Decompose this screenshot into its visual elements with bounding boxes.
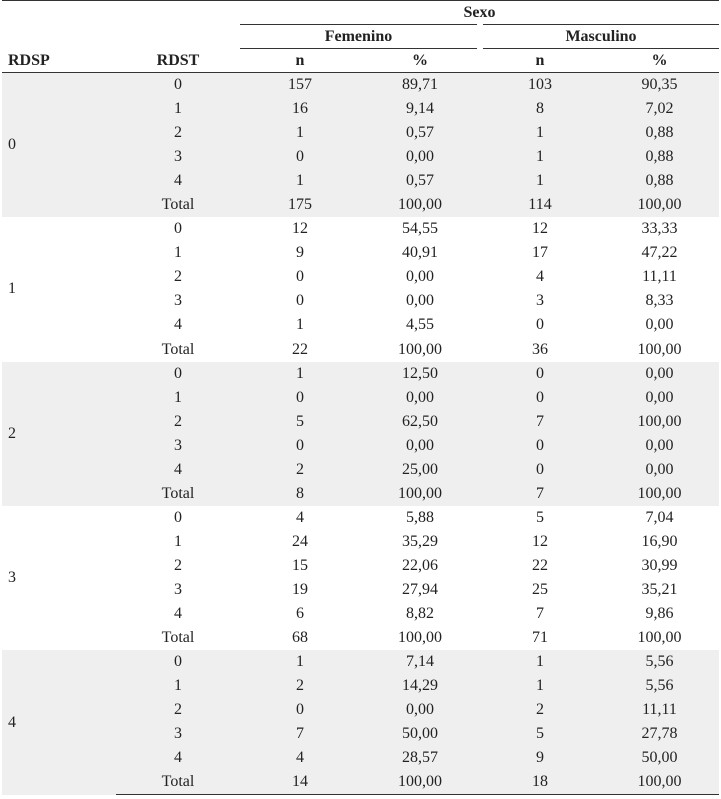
rdsp-group-label: 4	[2, 650, 116, 795]
pct-femenino-cell: 100,00	[360, 482, 480, 506]
n-femenino-cell: 2	[240, 458, 360, 482]
n-masculino-cell: 9	[480, 746, 600, 770]
rdst-cell: Total	[116, 482, 240, 506]
pct-femenino-cell: 12,50	[360, 362, 480, 386]
n-masculino-cell: 5	[536, 508, 544, 526]
rdst-cell: Total	[116, 193, 240, 217]
pct-femenino-cell: 62,50	[360, 410, 480, 434]
rdst-cell: 0	[116, 650, 240, 674]
n-masculino-cell: 22	[532, 556, 548, 574]
pct-masculino-cell: 5,56	[600, 674, 719, 698]
n-femenino-cell: 0	[296, 268, 304, 286]
pct-femenino-cell: 100,00	[360, 193, 480, 217]
table-body	[2, 73, 719, 795]
rdst-cell: 1	[116, 674, 240, 698]
rdst-cell: Total	[116, 770, 240, 795]
n-femenino-cell: 9	[296, 244, 304, 262]
rdsp-group-label: 3	[8, 568, 16, 586]
n-femenino-cell: 5	[240, 410, 360, 434]
n-femenino-cell: 1	[296, 316, 304, 334]
rdst-cell: 1	[174, 244, 182, 262]
rdst-cell: 0	[116, 73, 240, 98]
pct-femenino-cell: 100,00	[398, 340, 442, 358]
rdst-cell: 3	[116, 434, 240, 458]
rdst-cell: 3	[116, 722, 240, 746]
pct-masculino-cell: 33,33	[641, 220, 678, 238]
pct-femenino-cell: 8,82	[406, 605, 434, 623]
pct-femenino-cell: 0,00	[360, 145, 480, 169]
header-sexo: Sexo	[240, 1, 719, 25]
n-masculino-cell: 0	[480, 386, 600, 410]
column-header-n-femenino: n	[240, 49, 360, 73]
rdst-cell: 3	[174, 581, 182, 598]
n-masculino-cell: 0	[480, 362, 600, 386]
pct-masculino-cell: 7,02	[600, 97, 719, 121]
rdst-cell: 3	[116, 145, 240, 169]
pct-masculino-cell: 27,78	[600, 722, 719, 746]
pct-masculino-cell: 30,99	[641, 556, 678, 574]
n-masculino-cell: 7	[480, 482, 600, 506]
pct-femenino-cell: 100,00	[398, 629, 442, 647]
n-femenino-cell: 8	[240, 482, 360, 506]
n-femenino-cell: 12	[292, 220, 308, 238]
pct-masculino-cell: 8,33	[645, 292, 674, 310]
pct-femenino-cell: 7,14	[360, 650, 480, 674]
n-masculino-cell: 8	[480, 97, 600, 121]
n-masculino-cell: 2	[480, 698, 600, 722]
n-femenino-cell: 2	[240, 674, 360, 698]
pct-masculino-cell: 0,88	[600, 169, 719, 193]
n-masculino-cell: 18	[480, 770, 600, 795]
rdst-cell: 1	[116, 386, 240, 410]
n-femenino-cell: 22	[292, 340, 308, 358]
header-spacer-3	[2, 25, 116, 49]
n-femenino-cell: 0	[296, 292, 304, 310]
pct-femenino-cell: 14,29	[360, 674, 480, 698]
n-femenino-cell: 4	[240, 746, 360, 770]
header-spacer-2	[116, 1, 240, 25]
pct-femenino-cell: 0,00	[406, 268, 434, 286]
rdst-cell: Total	[161, 340, 195, 358]
n-masculino-cell: 1	[480, 650, 600, 674]
pct-masculino-cell: 11,11	[642, 268, 677, 286]
pct-masculino-cell: 0,00	[600, 386, 719, 410]
n-masculino-cell: 17	[532, 244, 548, 262]
table-row	[2, 362, 719, 386]
rdsp-group-label: 2	[2, 362, 116, 506]
column-header-n-masculino: n	[480, 49, 600, 73]
n-femenino-cell: 6	[296, 605, 304, 623]
n-femenino-cell: 19	[292, 581, 308, 598]
pct-masculino-cell: 16,90	[641, 532, 678, 550]
column-header-pct-femenino: %	[360, 49, 480, 73]
n-masculino-cell: 1	[480, 674, 600, 698]
header-femenino: Femenino	[240, 25, 480, 49]
n-femenino-cell: 0	[240, 434, 360, 458]
n-femenino-cell: 1	[240, 650, 360, 674]
n-masculino-cell: 3	[536, 292, 544, 310]
rdst-cell: 4	[116, 169, 240, 193]
pct-masculino-cell: 100,00	[600, 410, 719, 434]
pct-femenino-cell: 0,57	[360, 169, 480, 193]
table-row	[2, 650, 719, 674]
pct-femenino-cell: 22,06	[402, 556, 438, 574]
n-femenino-cell: 1	[240, 362, 360, 386]
pct-masculino-cell: 0,88	[600, 145, 719, 169]
n-femenino-cell: 24	[292, 532, 308, 550]
pct-masculino-cell: 0,00	[600, 362, 719, 386]
pct-masculino-cell: 100,00	[600, 193, 719, 217]
header-masculino: Masculino	[480, 25, 719, 49]
n-femenino-cell: 7	[240, 722, 360, 746]
rdst-cell: 4	[116, 746, 240, 770]
n-femenino-cell: 175	[240, 193, 360, 217]
n-masculino-cell: 36	[532, 340, 548, 358]
rdst-cell: 4	[174, 605, 182, 623]
header-spacer-4	[116, 25, 240, 49]
pct-femenino-cell: 25,00	[360, 458, 480, 482]
rdst-cell: 4	[174, 316, 182, 334]
n-femenino-cell: 0	[240, 386, 360, 410]
pct-femenino-cell: 4,55	[406, 316, 434, 334]
n-masculino-cell: 25	[532, 581, 548, 598]
pct-femenino-cell: 0,00	[360, 434, 480, 458]
rdsp-rdst-by-sex-table	[2, 0, 719, 795]
rdst-cell: 0	[174, 220, 182, 238]
n-masculino-cell: 0	[536, 316, 544, 334]
n-femenino-cell: 15	[292, 556, 308, 574]
pct-masculino-cell: 0,00	[600, 458, 719, 482]
n-femenino-cell: 1	[240, 169, 360, 193]
rdst-cell: 0	[174, 508, 182, 526]
n-masculino-cell: 1	[480, 121, 600, 145]
n-femenino-cell: 0	[240, 145, 360, 169]
pct-femenino-cell: 5,88	[406, 508, 434, 526]
n-femenino-cell: 16	[240, 97, 360, 121]
rdst-cell: 2	[174, 268, 182, 286]
pct-masculino-cell: 50,00	[600, 746, 719, 770]
pct-masculino-cell: 0,00	[600, 434, 719, 458]
n-masculino-cell: 71	[532, 629, 548, 647]
n-masculino-cell: 4	[536, 268, 544, 286]
pct-masculino-cell: 47,22	[641, 244, 678, 262]
rdst-cell: 2	[116, 410, 240, 434]
pct-masculino-cell: 100,00	[600, 482, 719, 506]
rdst-cell: 1	[116, 97, 240, 121]
pct-femenino-cell: 89,71	[360, 73, 480, 98]
n-masculino-cell: 7	[480, 410, 600, 434]
header-spacer-1	[2, 1, 116, 25]
n-masculino-cell: 1	[480, 169, 600, 193]
pct-femenino-cell: 54,55	[402, 220, 438, 238]
pct-masculino-cell: 0,88	[600, 121, 719, 145]
pct-femenino-cell: 28,57	[360, 746, 480, 770]
n-femenino-cell: 1	[240, 121, 360, 145]
pct-masculino-cell: 0,00	[645, 316, 674, 334]
rdsp-group-label: 1	[8, 280, 16, 298]
pct-masculino-cell: 5,56	[600, 650, 719, 674]
table-row	[2, 217, 719, 241]
rdst-cell: 0	[116, 362, 240, 386]
pct-femenino-cell: 0,00	[406, 292, 434, 310]
pct-femenino-cell: 50,00	[360, 722, 480, 746]
rdst-cell: 2	[174, 556, 182, 574]
n-femenino-cell: 68	[292, 629, 308, 647]
pct-femenino-cell: 35,29	[402, 532, 438, 550]
n-masculino-cell: 1	[480, 145, 600, 169]
pct-masculino-cell: 7,04	[645, 508, 674, 526]
n-masculino-cell: 114	[480, 193, 600, 217]
pct-masculino-cell: 100,00	[637, 340, 682, 358]
pct-masculino-cell: 90,35	[600, 73, 719, 98]
rdsp-group-label: 0	[2, 73, 116, 218]
n-masculino-cell: 103	[480, 73, 600, 98]
pct-femenino-cell: 0,00	[360, 386, 480, 410]
n-femenino-cell: 0	[240, 698, 360, 722]
pct-masculino-cell: 100,00	[637, 629, 682, 647]
n-masculino-cell: 5	[480, 722, 600, 746]
n-masculino-cell: 0	[480, 434, 600, 458]
pct-femenino-cell: 40,91	[402, 244, 438, 262]
n-femenino-cell: 14	[240, 770, 360, 795]
n-masculino-cell: 12	[532, 220, 548, 238]
pct-femenino-cell: 9,14	[360, 97, 480, 121]
rdst-cell: 3	[174, 292, 182, 310]
pct-femenino-cell: 0,57	[360, 121, 480, 145]
n-masculino-cell: 0	[480, 458, 600, 482]
rdst-cell: 2	[116, 698, 240, 722]
n-femenino-cell: 157	[240, 73, 360, 98]
rdst-cell: 4	[116, 458, 240, 482]
column-header-pct-masculino: %	[600, 49, 719, 73]
column-header-rdsp: RDSP	[2, 49, 116, 73]
column-header-rdst: RDST	[116, 49, 240, 73]
n-masculino-cell: 12	[532, 532, 548, 550]
pct-masculino-cell: 100,00	[600, 770, 719, 795]
table-row	[2, 506, 719, 530]
table-row	[2, 73, 719, 98]
pct-masculino-cell: 11,11	[600, 698, 719, 722]
pct-masculino-cell: 35,21	[641, 581, 678, 598]
pct-femenino-cell: 100,00	[360, 770, 480, 795]
pct-masculino-cell: 9,86	[645, 605, 674, 623]
pct-femenino-cell: 27,94	[402, 581, 438, 598]
rdst-cell: 1	[174, 532, 182, 550]
n-masculino-cell: 7	[536, 605, 544, 623]
rdst-cell: 2	[116, 121, 240, 145]
n-femenino-cell: 4	[296, 508, 304, 526]
pct-femenino-cell: 0,00	[360, 698, 480, 722]
rdst-cell: Total	[161, 629, 195, 647]
